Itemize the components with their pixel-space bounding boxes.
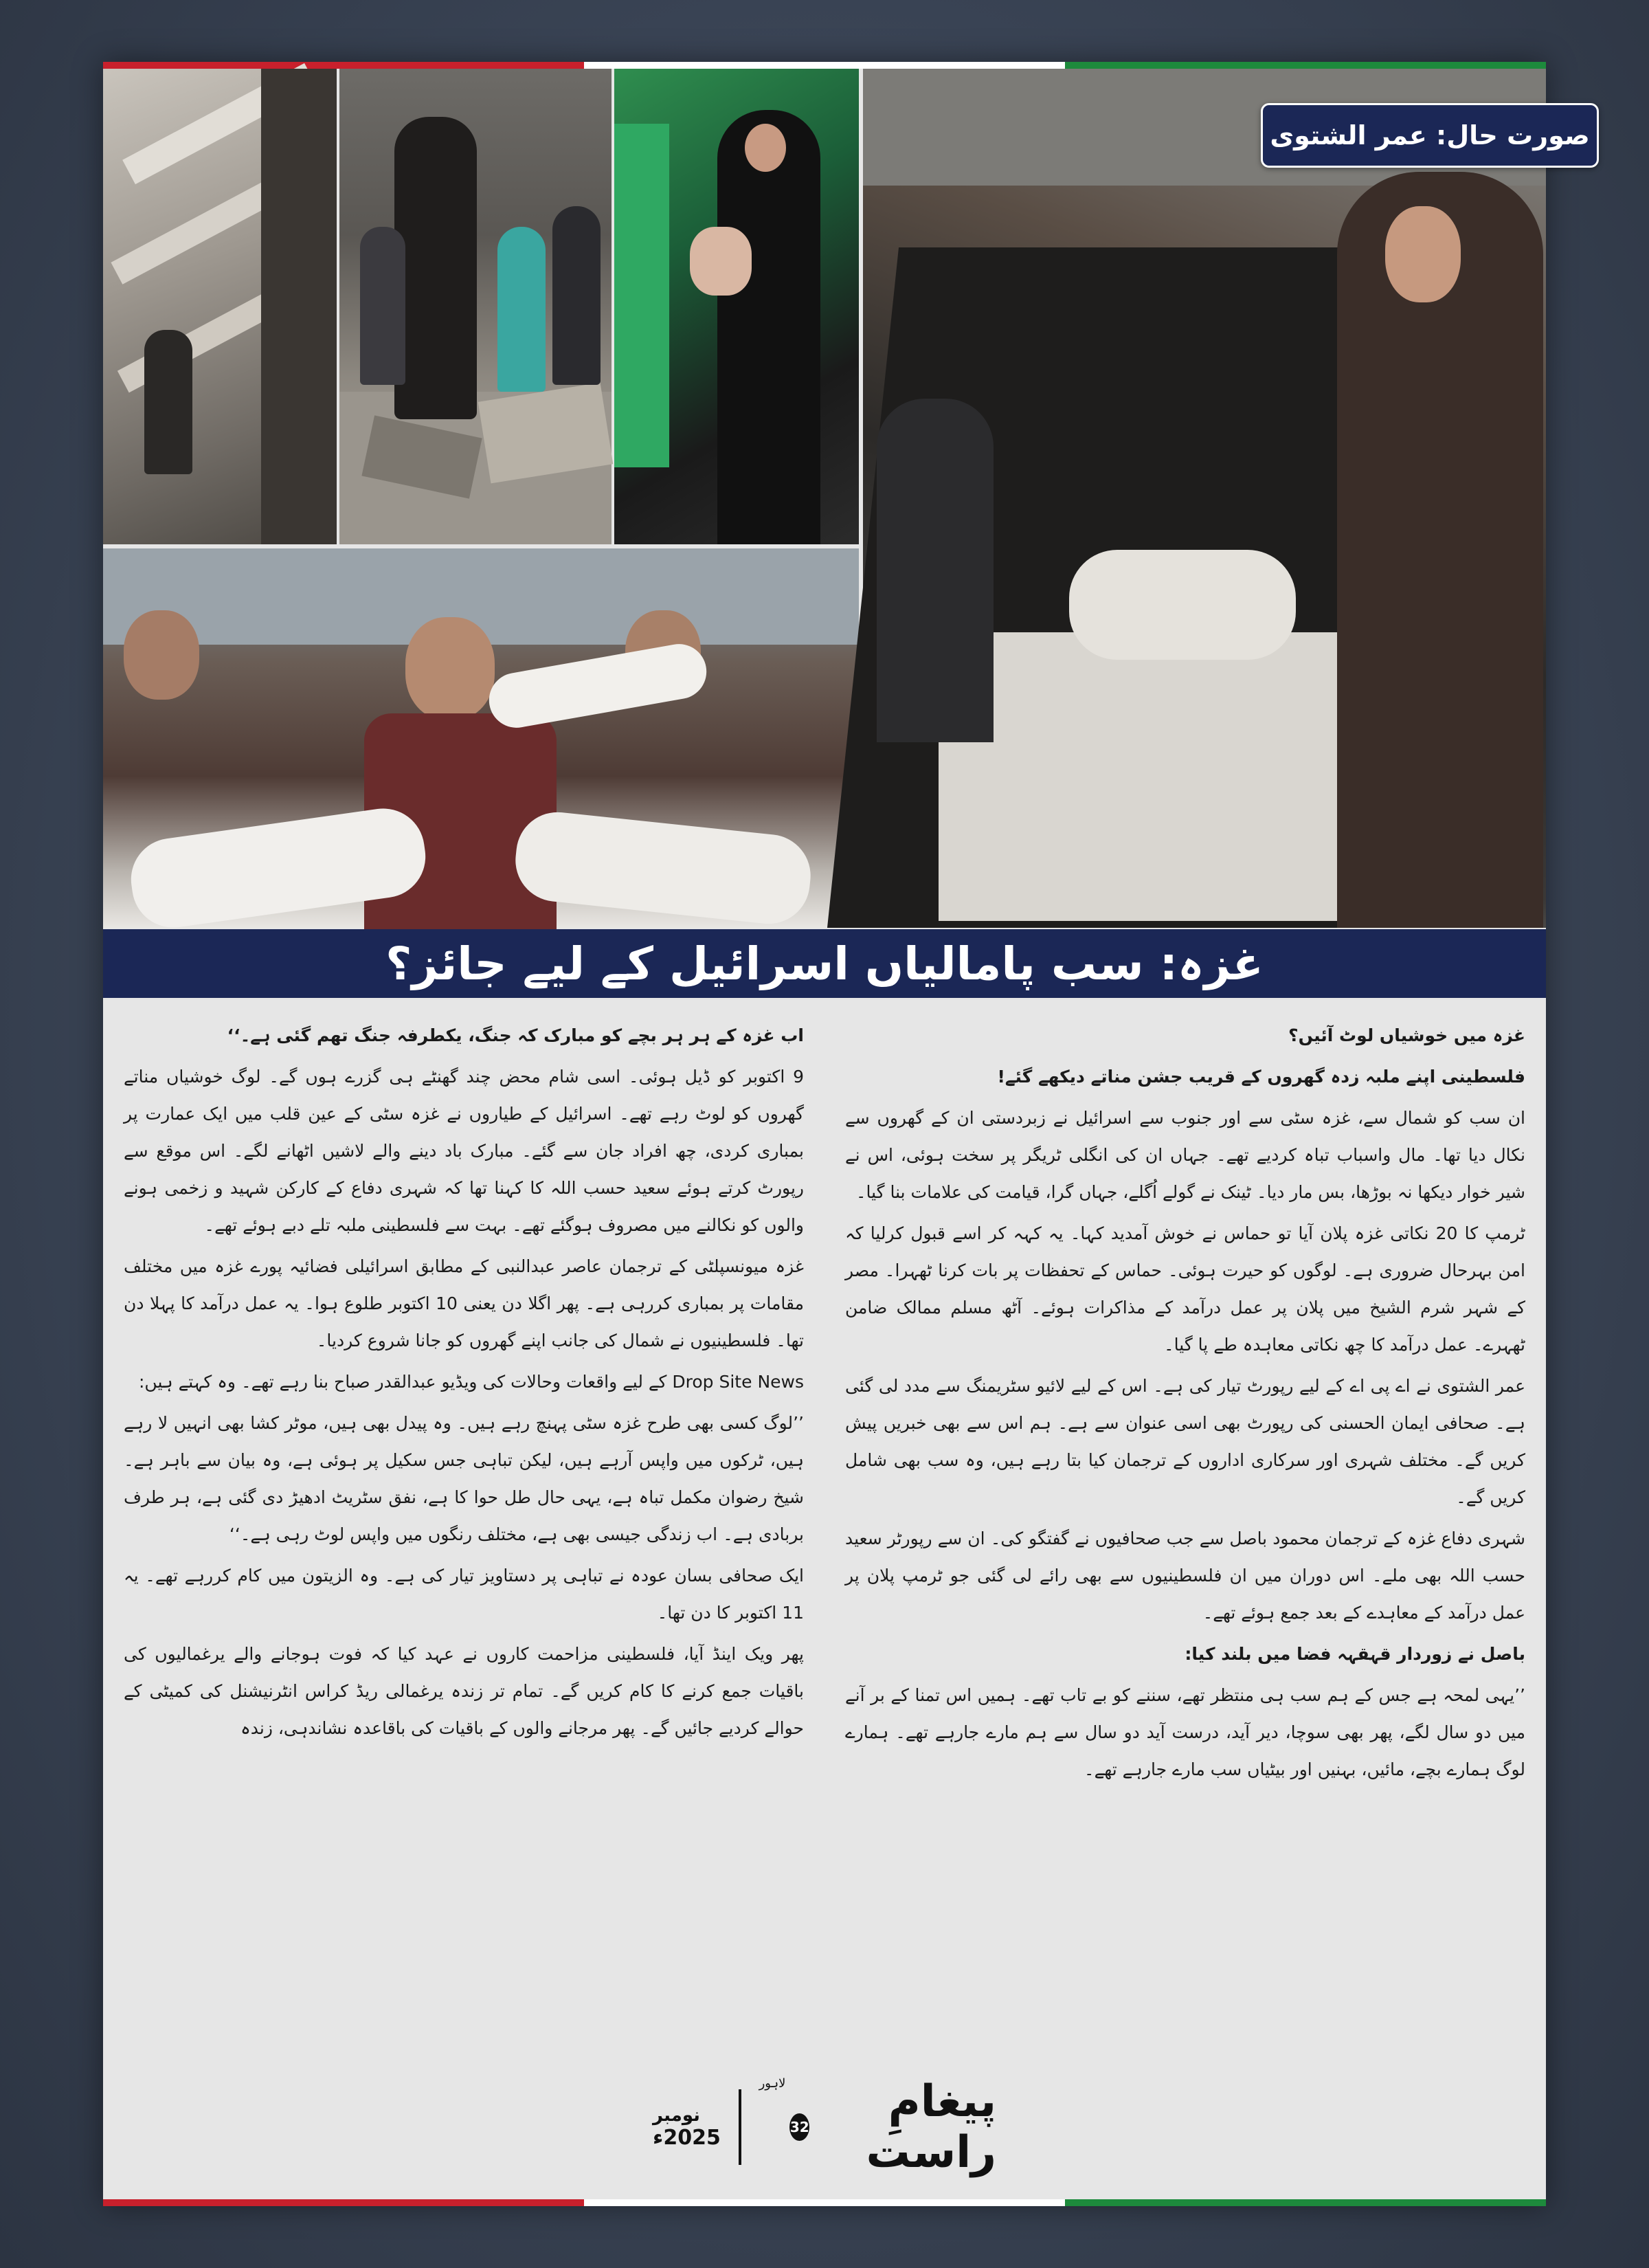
paragraph: ٹرمپ کا 20 نکاتی غزہ پلان آیا تو حماس نے خوش آمدید کہا۔ یہ کہہ کر اسے قبول کرلیا کہ امن بہرحال ضروری ہے۔ لوگوں کو حیرت ہوئی۔ حماس کے تحفظات پر بات کرنا ٹھہرا۔ مصر کے شہر شرم الشیخ میں پلان پر عمل درآمد کے مذاکرات ہوئے۔ آٹھ مسلم ممالک ضامن ٹھہرے۔ عمل درآمد کا چھ نکاتی معاہدہ طے پا گیا۔: [845, 1223, 1525, 1355]
paragraph: غزہ میونسپلٹی کے ترجمان عاصر عبدالنبی کے مطابق اسرائیلی فضائیہ پورے غزہ میں مختلف مقامات پر بمباری کررہی ہے۔ پھر اگلا دن یعنی 10 اکتوبر طلوع ہوا۔ یہ عمل درآمد کا پہلا دن تھا۔ فلسطینیوں نے شمال کی جانب اپنے گھروں کو جانا شروع کردیا۔: [124, 1256, 804, 1350]
article-column-left: [124, 1017, 804, 2089]
top-color-stripe: [103, 62, 1546, 69]
issue-date: [653, 2105, 721, 2150]
photo-destroyed-staircase: [103, 69, 337, 544]
photo-mother-with-injured-child: [614, 69, 859, 544]
bottom-color-stripe: [103, 2199, 1546, 2206]
city-label: لاہور: [759, 2076, 786, 2091]
magazine-page: [103, 62, 1590, 2206]
paragraph: ان سب کو شمال سے، غزہ سٹی سے اور جنوب سے اسرائیل نے زبردستی ان کے گھروں سے نکال دیا تھا۔ مال واسباب تباہ کردیے تھے۔ جہاں ان کی انگلی ٹریگر پر سخت ہوئی، اس نے شیر خوار دیکھا نہ بوڑھا، بس مار دیا۔ ٹینک نے گولے اُگلے، جہاں گرا، قیامت کی علامات بنا گیا۔: [845, 1108, 1525, 1202]
headline: غزہ: سب پامالیاں اسرائیل کے لیے جائز؟: [385, 937, 1264, 990]
paragraph: پھر ویک اینڈ آیا، فلسطینی مزاحمت کاروں نے عہد کیا کہ فوت ہوجانے والے یرغمالیوں کی باقیات جمع کرنے کا کام کریں گے۔ تمام تر زندہ یرغمالی ریڈ کراس انٹرنیشنل کی کمیٹی کے حوالے کردیے جائیں گے۔ پھر مرجانے والوں کے باقیات کی باقاعدہ نشاندہی، زندہ: [124, 1644, 804, 1738]
paragraph: 9 اکتوبر کو ڈیل ہوئی۔ اسی شام محض چند گھنٹے ہی گزرے ہوں گے۔ لوگ خوشیاں مناتے گھروں کو لوٹ رہے تھے۔ اسرائیل کے طیاروں نے غزہ سٹی کے عین قلب میں ایک عمارت پر بمباری کردی، چھ افراد جان سے گئے۔ مبارک باد دینے والے لاشیں اٹھانے لگے۔ اس موقع سے رپورٹ کرتے ہوئے سعید حسب اللہ کا کہنا تھا کہ شہری دفاع کے کارکن شہید و زخمی ہونے والوں کو نکالنے میں مصروف ہوگئے تھے۔ بہت سے فلسطینی ملبہ تلے دبے ہوئے تھے۔: [124, 1067, 804, 1235]
issue-year: 2025ء: [653, 2125, 721, 2150]
article-body: [124, 1017, 1525, 2089]
article-column-right: [845, 1017, 1525, 2089]
photo-funeral-procession: [103, 548, 859, 928]
paragraph: غزہ میں خوشیاں لوٹ آئیں؟: [1288, 1025, 1525, 1045]
photo-woman-grieving-car: [863, 69, 1546, 928]
paragraph: ایک صحافی بسان عودہ نے تباہی پر دستاویز تیار کی ہے۔ وہ الزیتون میں کام کررہے تھے۔ یہ 11 اکتوبر کا دن تھا۔: [124, 1566, 804, 1623]
issue-month: نومبر: [653, 2104, 700, 2126]
paragraph: باصل نے زوردار قہقہہ فضا میں بلند کیا:: [1185, 1644, 1525, 1664]
page-footer: [653, 2069, 996, 2186]
headline-bar: [103, 929, 1546, 998]
photo-children-rubble: [339, 69, 612, 544]
magazine-logo: پیغامِ راست: [866, 2076, 996, 2178]
footer-divider: [739, 2089, 741, 2165]
paragraph: عمر الشتوی نے اے پی اے کے لیے رپورٹ تیار کی ہے۔ اس کے لیے لائیو سٹریمنگ سے مدد لی گئی ہے۔ صحافی ایمان الحسنی کی رپورٹ بھی اسی عنوان سے ہے۔ ہم اس سے بھی خبریں پیش کریں گے۔ مختلف شہری اور سرکاری اداروں کے ترجمان کیا بتا رہے ہیں، وہ سب بھی شامل کریں گے۔: [845, 1376, 1525, 1507]
page-number: 32: [789, 2113, 809, 2141]
paragraph: ’’لوگ کسی بھی طرح غزہ سٹی پہنچ رہے ہیں۔ وہ پیدل بھی ہیں، موٹر کشا بھی انہیں لا رہے ہیں، ٹرکوں میں واپس آرہے ہیں، لیکن تباہی جس سکیل پر ہوئی ہے، وہ بیان سے باہر ہے۔ شیخ رضوان مکمل تباہ ہے، یہی حال طل حوا کا ہے، نفق سٹریٹ ادھیڑ دی گئی ہے، ہر طرف بربادی ہے۔ اب زندگی جیسی بھی ہے، مختلف رنگوں میں واپس لوٹ رہی ہے۔‘‘: [124, 1413, 804, 1544]
paragraph: فلسطینی اپنے ملبہ زدہ گھروں کے قریب جشن مناتے دیکھے گئے!: [997, 1067, 1525, 1087]
paragraph: اب غزہ کے ہر ہر بچے کو مبارک کہ جنگ، یکطرفہ جنگ تھم گئی ہے۔‘‘: [227, 1025, 804, 1045]
paragraph: Drop Site News کے لیے واقعات وحالات کی ویڈیو عبدالقدر صباح بنا رہے تھے۔ وہ کہتے ہیں:: [139, 1372, 804, 1392]
byline-box: صورت حال: عمر الشتوی: [1261, 103, 1599, 168]
paragraph: شہری دفاع غزہ کے ترجمان محمود باصل سے جب صحافیوں نے گفتگو کی۔ ان سے رپورٹر سعید حسب اللہ بھی ملے۔ اس دوران میں ان فلسطینیوں سے بھی رائے لی گئی جو ٹرمپ پلان پر عمل درآمد کے معاہدے کے بعد جمع ہوئے تھے۔: [845, 1528, 1525, 1623]
paragraph: ’’یہی لمحہ ہے جس کے ہم سب ہی منتظر تھے، سننے کو بے تاب تھے۔ ہمیں اس تمنا کے بر آنے میں دو سال لگے، پھر بھی سوچا، دیر آید، درست آید دو سال سے ہم مارے جارہے تھے۔ ہمارے لوگ ہمارے بچے، مائیں، بہنیں اور بیٹیاں سب مارے جارہے تھے۔: [845, 1685, 1525, 1779]
magazine-brand: [759, 2076, 996, 2178]
